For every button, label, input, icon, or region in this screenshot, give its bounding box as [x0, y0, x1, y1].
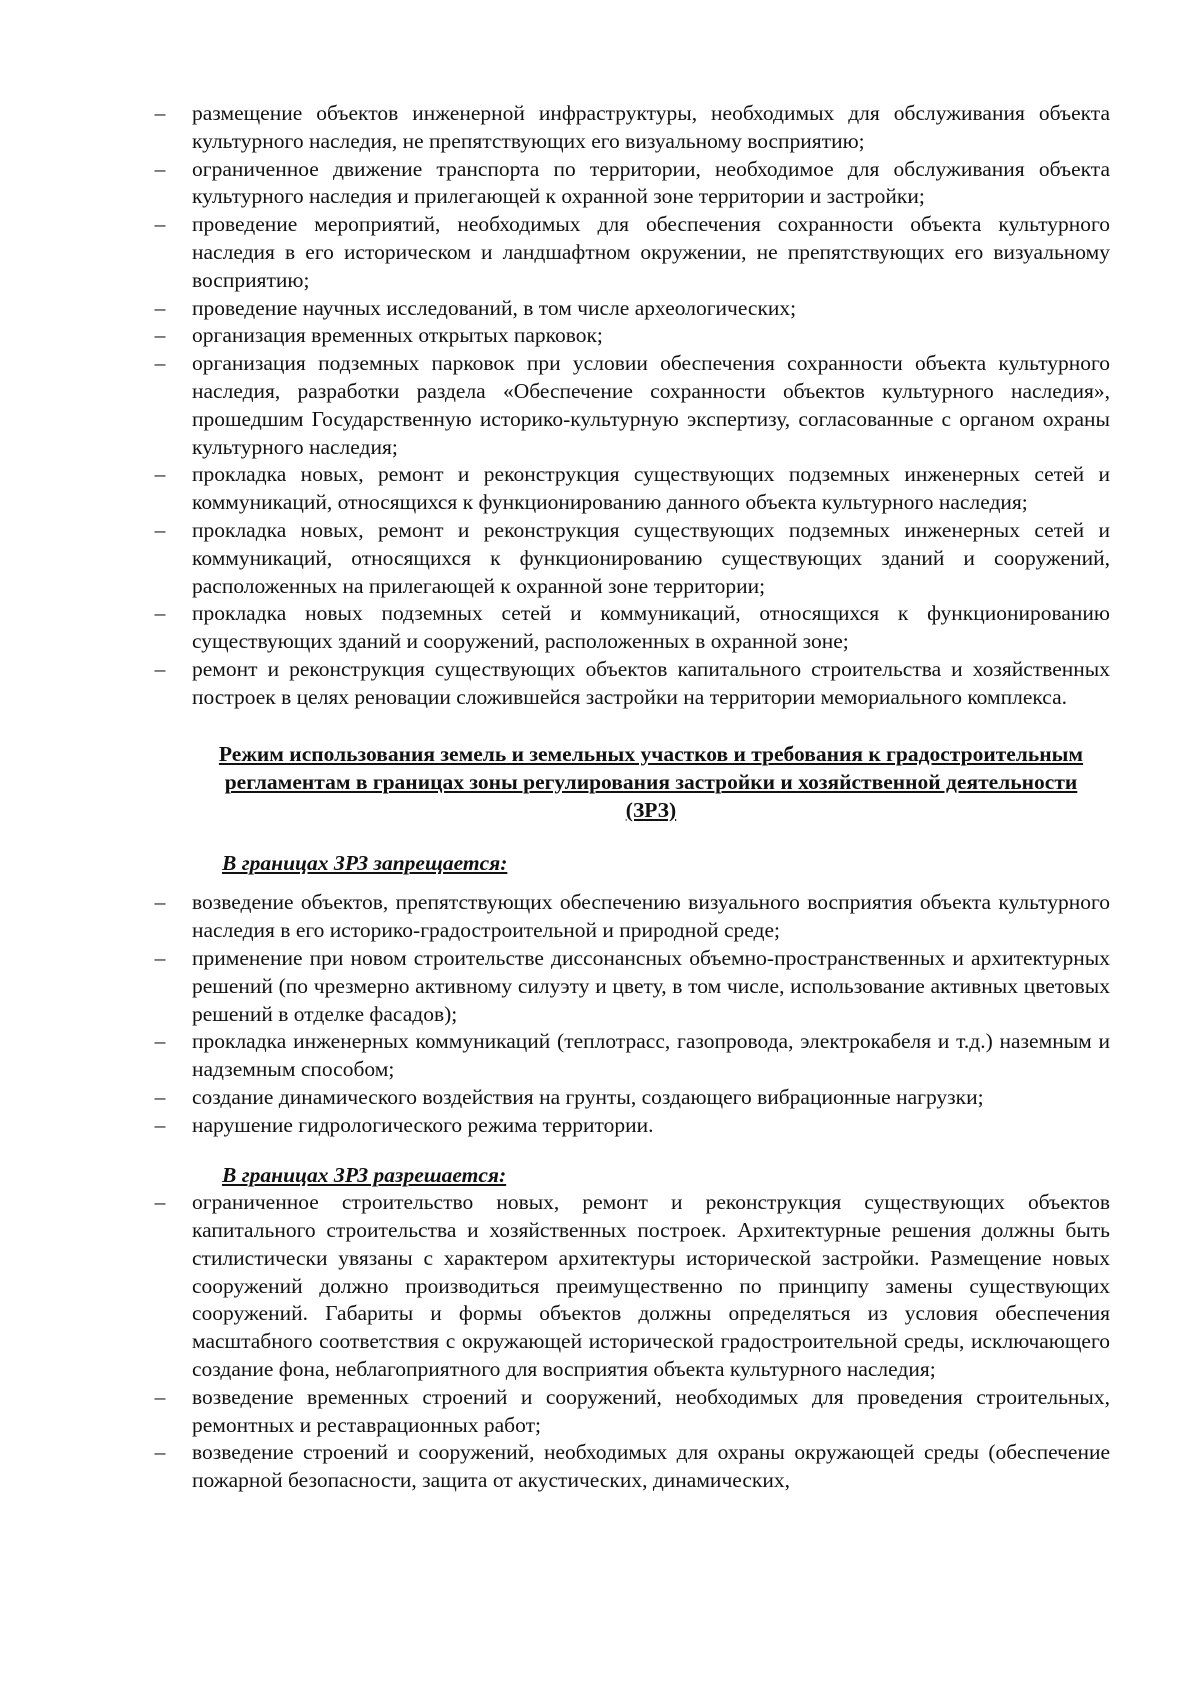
- list-item: – проведение мероприятий, необходимых для обеспечения сохранности объекта культурного наследия в его историческом и ландшафтном окружении, не препятствующих его визуальному восприятию;: [150, 211, 1110, 294]
- section-heading-line-1: Режим использования земель и земельных участков и требования к градостроительным: [218, 741, 1084, 766]
- dash-bullet: –: [154, 351, 166, 376]
- list-item: – ограниченное движение транспорта по территории, необходимое для обслуживания объекта культурного наследия и прилегающей к охранной зоне территории и застройки;: [150, 156, 1110, 212]
- page-content: [150, 100, 1110, 1495]
- list-item: – организация временных открытых парковок;: [150, 322, 1110, 350]
- list-item: – возведение строений и сооружений, необходимых для охраны окружающей среды (обеспечение пожарной безопасности, защита от акустических, динамических,: [150, 1439, 1110, 1495]
- dash-bullet: –: [154, 517, 166, 542]
- list-item: – нарушение гидрологического режима территории.: [150, 1112, 1110, 1140]
- dash-bullet: –: [154, 1029, 166, 1054]
- dash-bullet: –: [154, 1440, 166, 1465]
- dash-bullet: –: [154, 462, 166, 487]
- list-item: – возведение объектов, препятствующих обеспечению визуального восприятия объекта культурного наследия в его историко-градостроительной и природной среде;: [150, 889, 1110, 945]
- dash-bullet: –: [154, 323, 166, 348]
- list-item: – организация подземных парковок при условии обеспечения сохранности объекта культурного наследия, разработки раздела «Обеспечение сохранности объектов культурного наследия», прошедшим Государственную историко-культурную экспертизу, согласованные с органом охраны культурного наследия;: [150, 350, 1110, 461]
- list-item: – прокладка новых, ремонт и реконструкция существующих подземных инженерных сетей и коммуникаций, относящихся к функционированию существующих зданий и сооружений, расположенных на прилегающей к охранной зоне территории;: [150, 517, 1110, 600]
- list-item: – размещение объектов инженерной инфраструктуры, необходимых для обслуживания объекта культурного наследия, не препятствующих его визуальному восприятию;: [150, 100, 1110, 156]
- dash-bullet: –: [154, 1084, 166, 1109]
- forbidden-subheading: В границах ЗРЗ запрещается:: [222, 850, 508, 875]
- dash-bullet: –: [154, 1190, 166, 1215]
- list-item: – проведение научных исследований, в том числе археологических;: [150, 295, 1110, 323]
- list-allowed: [150, 1189, 1110, 1495]
- list-item: – прокладка новых, ремонт и реконструкция существующих подземных инженерных сетей и коммуникаций, относящихся к функционированию данного объекта культурного наследия;: [150, 461, 1110, 517]
- list-item: – создание динамического воздействия на грунты, создающего вибрационные нагрузки;: [150, 1084, 1110, 1112]
- dash-bullet: –: [154, 212, 166, 237]
- allowed-subheading: В границах ЗРЗ разрешается:: [222, 1162, 507, 1187]
- list-item: – ограниченное строительство новых, ремонт и реконструкция существующих объектов капитального строительства и хозяйственных построек. Архитектурные решения должны быть стилистически увязаны с характером архитектуры исторической застройки. Размещение новых сооружений должно производиться преимущественно по принципу замены существующих сооружений. Габариты и формы объектов должны определяться из условия обеспечения масштабного соответствия с окружающей исторической градостроительной среды, исключающего создание фона, неблагоприятного для восприятия объекта культурного наследия;: [150, 1189, 1110, 1384]
- dash-bullet: –: [154, 1112, 166, 1137]
- dash-bullet: –: [154, 295, 166, 320]
- list-item: – ремонт и реконструкция существующих объектов капитального строительства и хозяйственных построек в целях реновации сложившейся застройки на территории мемориального комплекса.: [150, 656, 1110, 712]
- dash-bullet: –: [154, 945, 166, 970]
- dash-bullet: –: [154, 156, 166, 181]
- section-heading: [150, 740, 1110, 824]
- list-forbidden: [150, 889, 1110, 1139]
- list-item: – прокладка инженерных коммуникаций (теплотрасс, газопровода, электрокабеля и т.д.) наземным и надземным способом;: [150, 1028, 1110, 1084]
- list-item: – прокладка новых подземных сетей и коммуникаций, относящихся к функционированию существующих зданий и сооружений, расположенных в охранной зоне;: [150, 600, 1110, 656]
- dash-bullet: –: [154, 601, 166, 626]
- section-heading-line-2: регламентам в границах зоны регулирования застройки и хозяйственной деятельности: [224, 769, 1078, 794]
- dash-bullet: –: [154, 1384, 166, 1409]
- section-heading-line-3: (ЗРЗ): [625, 797, 677, 822]
- dash-bullet: –: [154, 656, 166, 681]
- dash-bullet: –: [154, 101, 166, 125]
- list-item: – возведение временных строений и сооружений, необходимых для проведения строительных, ремонтных и реставрационных работ;: [150, 1384, 1110, 1440]
- list-permitted-protection-zone: [150, 100, 1110, 712]
- dash-bullet: –: [154, 890, 166, 915]
- list-item: – применение при новом строительстве диссонансных объемно-пространственных и архитектурных решений (по чрезмерно активному силуэту и цвету, в том числе, использование активных цветовых решений в отделке фасадов);: [150, 945, 1110, 1028]
